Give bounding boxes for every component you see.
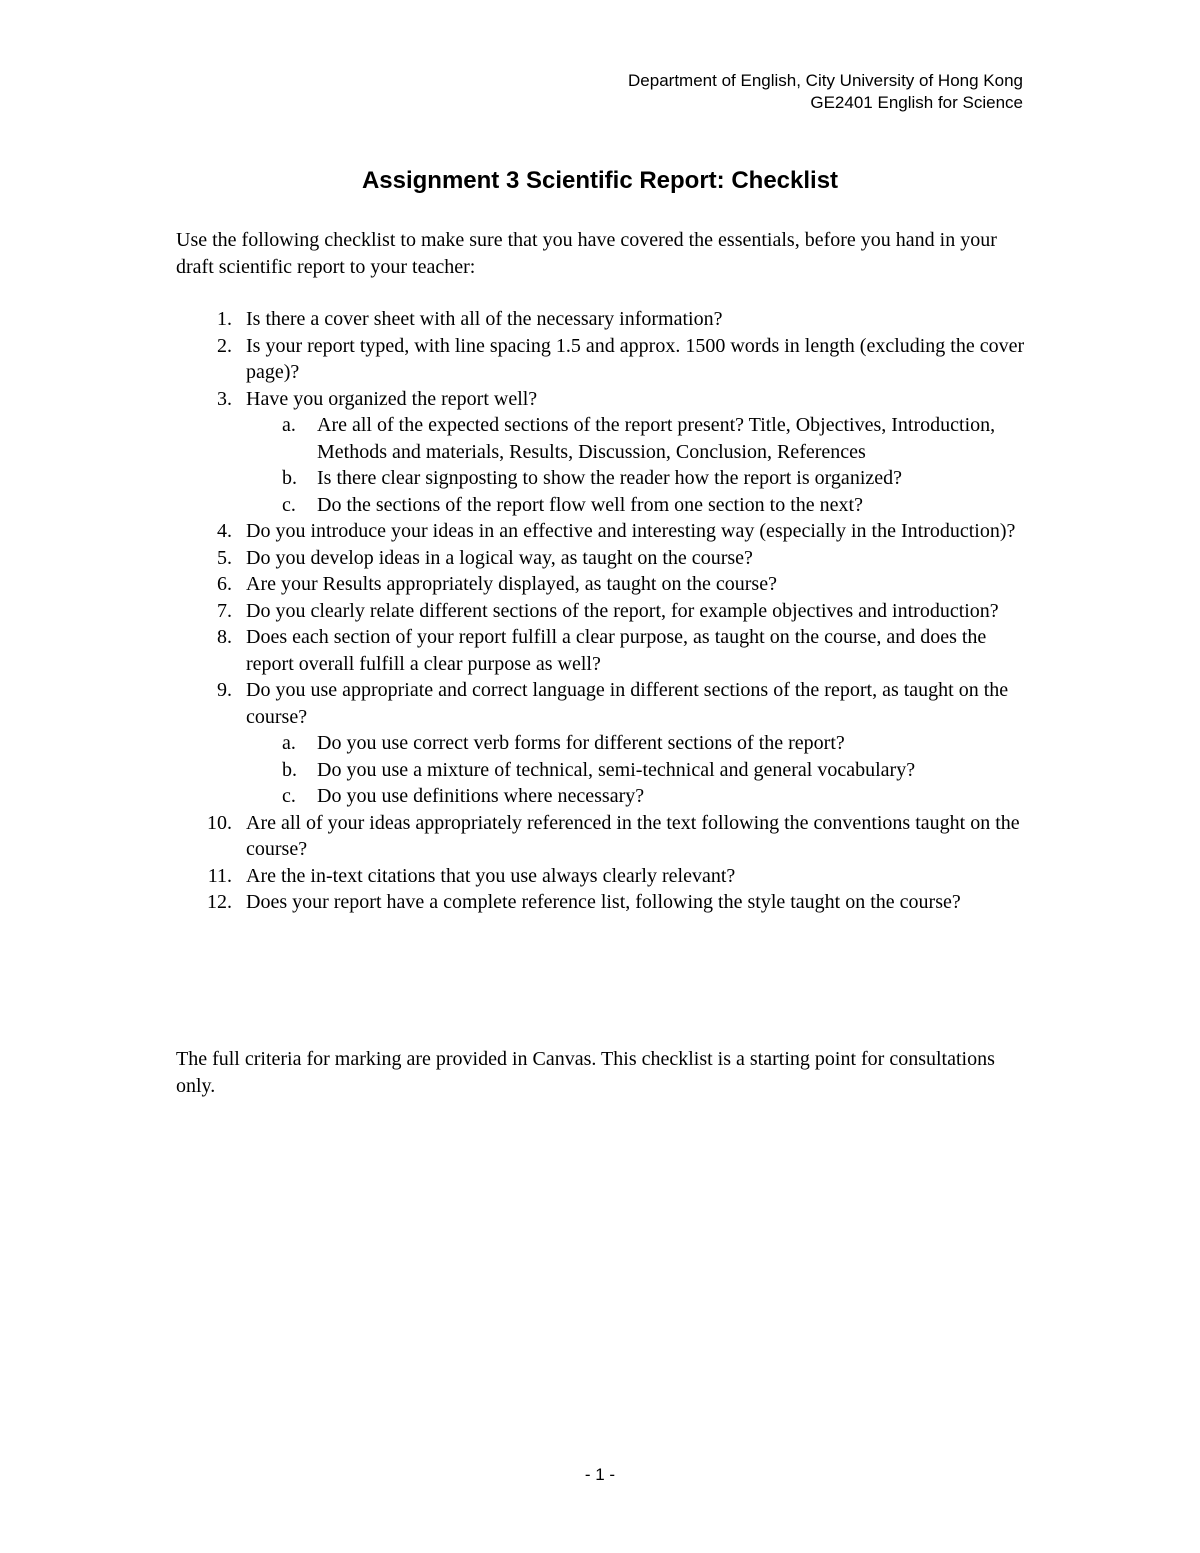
item-number: 10. (207, 811, 232, 834)
item-text: Do you introduce your ideas in an effective and interesting way (especially in the Introduction)? (246, 520, 1016, 542)
intro-paragraph: Use the following checklist to make sure that you have covered the essentials, before you hand in your draft scientific report to your teacher: (176, 229, 997, 278)
subitem-text: Do you use a mixture of technical, semi-technical and general vocabulary? (317, 758, 916, 781)
item-text: Do you clearly relate different sections of the report, for example objectives and introduction? (246, 599, 999, 622)
subitem-text: Do you use definitions where necessary? (317, 785, 645, 807)
page-number: - 1 - (584, 1465, 616, 1484)
checklist-subitem (176, 412, 1036, 465)
checklist-item (176, 306, 1036, 333)
item-text: Have you organized the report well? (246, 387, 538, 410)
item-text: Are your Results appropriately displayed, as taught on the course? (246, 573, 777, 595)
checklist-item (176, 333, 1036, 386)
checklist-item (176, 889, 1036, 916)
subitem-letter: b. (282, 758, 297, 781)
subitem-text: Do you use correct verb forms for different sections of the report? (317, 732, 845, 754)
item-number: 8. (217, 626, 232, 648)
item-text: Do you develop ideas in a logical way, as taught on the course? (246, 546, 753, 569)
checklist-subitem (176, 757, 1036, 784)
subitem-letter: a. (282, 732, 296, 754)
checklist-subitem (176, 783, 1036, 810)
checklist-item (176, 624, 1036, 677)
checklist-item (176, 598, 1036, 625)
item-text: Do you use appropriate and correct language in different sections of the report, as taught on the course? (246, 679, 1009, 728)
checklist-item (176, 863, 1036, 890)
item-number: 3. (217, 387, 232, 410)
subitem-text: Is there clear signposting to show the reader how the report is organized? (317, 467, 902, 489)
checklist-item (176, 518, 1036, 545)
item-text: Are all of your ideas appropriately referenced in the text following the conventions taught on the course? (246, 811, 1020, 860)
checklist-item (176, 571, 1036, 598)
item-number: 9. (217, 679, 232, 701)
item-text: Are the in-text citations that you use always clearly relevant? (246, 864, 736, 887)
document-title: Assignment 3 Scientific Report: Checklist (361, 167, 839, 194)
item-text: Is your report typed, with line spacing 1.5 and approx. 1500 words in length (excluding the cover page)? (246, 334, 1025, 383)
checklist (176, 306, 1036, 916)
header-course: GE2401 English for Science (810, 93, 1023, 112)
checklist-item (176, 386, 1036, 413)
header-department: Department of English, City University of Hong Kong (628, 71, 1023, 90)
subitem-letter: c. (282, 785, 296, 807)
item-number: 7. (217, 599, 232, 622)
checklist-subitem (176, 492, 1036, 519)
checklist-subitem (176, 730, 1036, 757)
checklist-item (176, 545, 1036, 572)
subitem-letter: b. (282, 467, 297, 489)
checklist-subitem (176, 465, 1036, 492)
item-number: 12. (207, 891, 232, 913)
subitem-letter: a. (282, 414, 296, 436)
item-text: Does each section of your report fulfill a clear purpose, as taught on the course, and does the report overall fulfill a clear purpose as well? (246, 626, 987, 675)
item-number: 11. (207, 864, 232, 887)
item-number: 6. (217, 573, 232, 595)
item-number: 4. (217, 520, 232, 542)
checklist-item (176, 810, 1036, 863)
item-text: Does your report have a complete reference list, following the style taught on the course? (246, 891, 961, 913)
checklist-item (176, 677, 1036, 730)
subitem-text: Do the sections of the report flow well from one section to the next? (317, 493, 863, 516)
subitem-letter: c. (282, 493, 296, 516)
item-number: 5. (217, 546, 232, 569)
outro-paragraph: The full criteria for marking are provided in Canvas. This checklist is a starting point for consultations only. (176, 1048, 995, 1097)
item-number: 1. (217, 308, 232, 330)
page-header (628, 70, 1023, 114)
item-number: 2. (217, 334, 232, 357)
subitem-text: Are all of the expected sections of the report present? Title, Objectives, Introduction, Methods and materials, Results, Discussion, Conclusion, References (317, 414, 996, 463)
item-text: Is there a cover sheet with all of the necessary information? (246, 308, 723, 330)
